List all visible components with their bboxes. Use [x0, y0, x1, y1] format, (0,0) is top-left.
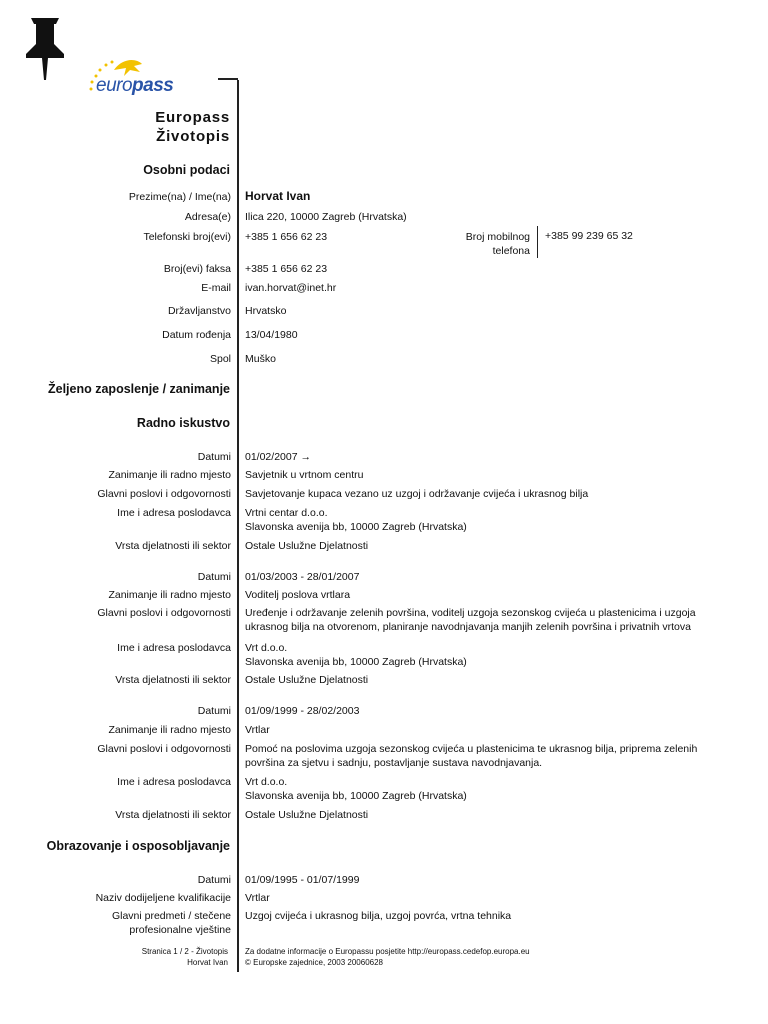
job-position-label: Zanimanje ili radno mjesto: [108, 724, 231, 736]
job-position-value: Savjetnik u vrtnom centru: [245, 469, 364, 481]
job-dates-label: Datumi: [197, 451, 231, 463]
job-sector-label: Vrsta djelatnosti ili sektor: [115, 674, 231, 686]
document-title: Europass Životopis: [155, 109, 230, 145]
nationality-label: Državljanstvo: [167, 305, 231, 317]
job-position-label: Zanimanje ili radno mjesto: [108, 469, 231, 481]
mobile-value: +385 99 239 65 32: [545, 230, 633, 242]
edu-dates-value: 01/09/1995 - 01/07/1999: [245, 874, 360, 886]
job-employer-value: Vrt d.o.o. Slavonska avenija bb, 10000 Zagreb (Hrvatska): [245, 776, 467, 802]
job-employer-label: Ime i adresa poslodavca: [117, 507, 231, 519]
job-duties-value: Pomoć na poslovima uzgoja sezonskog cvijeća u plastenicima te ukrasnog bilja, priprema zelenih površina za sjetvu i sadnju, postavljanje sustava navodnjavanja.: [245, 743, 698, 769]
europass-logo-text: europass: [96, 75, 174, 96]
name-value: Horvat Ivan: [245, 189, 311, 203]
job-duties-label: Glavni poslovi i odgovornosti: [97, 743, 231, 755]
section-work-heading: Radno iskustvo: [136, 416, 230, 430]
section-education-heading: Obrazovanje i osposobljavanje: [46, 839, 230, 853]
job-duties-value: Savjetovanje kupaca vezano uz uzgoj i održavanje cvijeća i ukrasnog bilja: [245, 488, 589, 500]
column-divider: [237, 80, 239, 972]
job-position-value: Voditelj poslova vrtlara: [245, 589, 351, 601]
job-duties-label: Glavni poslovi i odgovornosti: [97, 488, 231, 500]
job-dates-label: Datumi: [197, 571, 231, 583]
section-personal-heading: Osobni podaci: [143, 163, 230, 177]
job-employer-value: Vrt d.o.o. Slavonska avenija bb, 10000 Zagreb (Hrvatska): [245, 642, 467, 668]
job-sector-label: Vrsta djelatnosti ili sektor: [115, 540, 231, 552]
job-sector-label: Vrsta djelatnosti ili sektor: [115, 809, 231, 821]
job-employer-label: Ime i adresa poslodavca: [117, 642, 231, 654]
mobile-divider: [537, 226, 538, 258]
footer-right: Za dodatne informacije o Europassu posjetite http://europass.cedefop.europa.eu © Europske zajednice, 2003 20060628: [245, 947, 530, 967]
footer-left: Stranica 1 / 2 - Životopis Horvat Ivan: [141, 947, 228, 967]
address-label: Adresa(e): [184, 211, 231, 223]
nationality-value: Hrvatsko: [245, 305, 287, 317]
job-employer-label: Ime i adresa poslodavca: [117, 776, 231, 788]
email-label: E-mail: [201, 282, 231, 294]
job-position-value: Vrtlar: [245, 724, 270, 736]
dob-label: Datum rođenja: [162, 329, 231, 341]
gender-value: Muško: [245, 353, 276, 365]
email-value[interactable]: ivan.horvat@inet.hr: [245, 282, 337, 294]
phone-label: Telefonski broj(evi): [143, 231, 231, 243]
address-value: Ilica 220, 10000 Zagreb (Hrvatska): [245, 211, 407, 223]
column-divider-top: [218, 78, 238, 80]
job-dates-value: 01/02/2007 →: [245, 451, 311, 463]
name-label: Prezime(na) / Ime(na): [128, 191, 231, 203]
job-sector-value: Ostale Uslužne Djelatnosti: [245, 674, 369, 686]
job-dates-value: 01/09/1999 - 28/02/2003: [245, 705, 360, 717]
job-dates-label: Datumi: [197, 705, 231, 717]
pushpin-icon: [12, 16, 78, 82]
edu-subjects-value: Uzgoj cvijeća i ukrasnog bilja, uzgoj povrća, vrtna tehnika: [245, 910, 512, 922]
job-sector-value: Ostale Uslužne Djelatnosti: [245, 809, 369, 821]
job-duties-label: Glavni poslovi i odgovornosti: [97, 607, 231, 619]
section-desired-heading: Željeno zaposlenje / zanimanje: [48, 382, 230, 396]
job-position-label: Zanimanje ili radno mjesto: [108, 589, 231, 601]
job-duties-value: Uređenje i održavanje zelenih površina, voditelj uzgoja sezonskog cvijeća u plastenicima i uzgoja ukrasnog bilja na otvorenom, planiranje navodnjavanja manjih zelenih površina i privatnih vrtova: [245, 607, 696, 633]
edu-qualification-value: Vrtlar: [245, 892, 270, 904]
fax-label: Broj(evi) faksa: [163, 263, 231, 275]
phone-value: +385 1 656 62 23: [245, 231, 328, 243]
job-employer-value: Vrtni centar d.o.o. Slavonska avenija bb, 10000 Zagreb (Hrvatska): [245, 507, 467, 533]
edu-qualification-label: Naziv dodijeljene kvalifikacije: [95, 892, 231, 904]
job-dates-value: 01/03/2003 - 28/01/2007: [245, 571, 360, 583]
edu-subjects-label: Glavni predmeti / stečene profesionalne vještine: [111, 910, 231, 936]
dob-value: 13/04/1980: [245, 329, 298, 341]
gender-label: Spol: [209, 353, 231, 365]
mobile-label: Broj mobilnog telefona: [465, 231, 530, 257]
fax-value: +385 1 656 62 23: [245, 263, 328, 275]
job-sector-value: Ostale Uslužne Djelatnosti: [245, 540, 369, 552]
edu-dates-label: Datumi: [197, 874, 231, 886]
